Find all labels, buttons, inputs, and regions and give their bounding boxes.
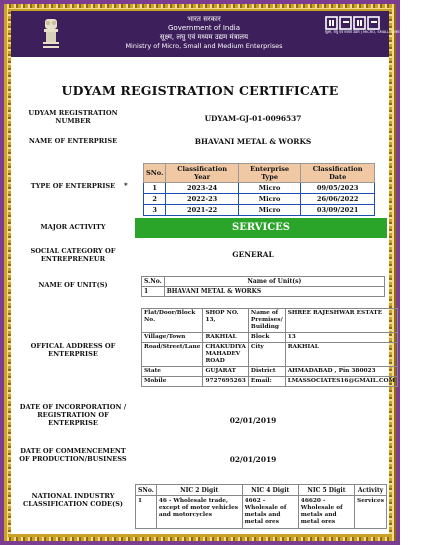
address-table (141, 308, 398, 387)
cell: 2023-24 (166, 183, 239, 194)
label-commencement-date: DATE OF COMMENCEMENT OF PRODUCTION/BUSINESS (19, 447, 127, 463)
social-category-value: GENERAL (232, 250, 274, 259)
cell: City (248, 343, 285, 367)
decorative-border (4, 4, 435, 541)
table-header-row (142, 277, 385, 287)
cell: BHAVANI METAL & WORKS (164, 287, 384, 297)
ministry-text: Ministry of Micro, Small and Medium Enterprises (125, 42, 283, 50)
registration-number: UDYAM-GJ-01-0096537 (204, 114, 302, 123)
cell: 9727695263 (203, 377, 248, 387)
hindi-ministry-text: सूक्ष्म, लघु एवं मध्यम उद्यम मंत्रालय (159, 33, 249, 41)
label-unit-names: NAME OF UNIT(S) (38, 281, 108, 289)
cell: Services (355, 496, 387, 529)
label-nic-codes: NATIONAL INDUSTRY CLASSIFICATION CODE(S) (22, 492, 124, 508)
cell: Email: (248, 377, 285, 387)
cell: District (248, 367, 285, 377)
cell: 09/05/2023 (301, 183, 375, 194)
incorporation-date: 02/01/2019 (229, 416, 277, 425)
table-row (142, 309, 398, 333)
table-row (144, 194, 375, 205)
certificate-title: UDYAM REGISTRATION CERTIFICATE (61, 83, 339, 98)
cell: Road/Street/Lane (142, 343, 203, 367)
col-enterprise-type: Enterprise Type (238, 164, 300, 183)
commencement-date: 02/01/2019 (229, 455, 277, 464)
cell: SHREE RAJESHWAR ESTATE (285, 309, 397, 333)
msme-logo (325, 16, 435, 52)
label-registration-number: UDYAM REGISTRATION NUMBER (28, 109, 118, 125)
label-social-category: SOCIAL CATEGORY OF ENTREPRENEUR (30, 247, 116, 263)
table-row (142, 377, 398, 387)
cell: CHAKUDIYA MAHADEV ROAD (203, 343, 248, 367)
cell: LMASSOCIATES16@GMAIL.COM (285, 377, 397, 387)
cell: RAKHIAL (285, 343, 397, 367)
col-sno: SNo. (136, 485, 157, 496)
table-row (136, 496, 387, 529)
msme-logo-subtitle: सूक्ष्म, लघु एवं मध्यम उद्यम | MICRO, SMALL & MEDIUM ENTERPRISES (325, 30, 435, 34)
cell: Flat/Door/Block No. (142, 309, 203, 333)
hindi-government-text: भारत सरकार (187, 15, 221, 23)
msme-logo-icon (325, 16, 381, 30)
cell: 1 (136, 496, 157, 529)
col-activity: Activity (355, 485, 387, 496)
table-row (144, 183, 375, 194)
table-row (144, 205, 375, 216)
cell: Micro (238, 205, 300, 216)
cell: Micro (238, 183, 300, 194)
cell: 46620 - Wholesale of metals and metal ores (298, 496, 354, 529)
cell: AHMADABAD , Pin 380023 (285, 367, 397, 377)
col-unit-name: Name of Unit(s) (164, 277, 384, 287)
cell: 2022-23 (166, 194, 239, 205)
table-row (142, 367, 398, 377)
label-enterprise-type: TYPE OF ENTERPRISE (30, 182, 116, 190)
unit-names-table (141, 276, 385, 297)
col-sno: S.No. (142, 277, 165, 287)
enterprise-name: BHAVANI METAL & WORKS (194, 137, 312, 146)
col-nic-2-digit: NIC 2 Digit (156, 485, 242, 496)
cell: Micro (238, 194, 300, 205)
label-enterprise-name: NAME OF ENTERPRISE (28, 137, 118, 145)
label-incorporation-date: DATE OF INCORPORATION / REGISTRATION OF ENTERPRISE (19, 403, 127, 427)
certificate-paper (11, 11, 435, 534)
header-band (11, 11, 435, 57)
cell: State (142, 367, 203, 377)
cell: Block (248, 333, 285, 343)
cell: 3 (144, 205, 166, 216)
enterprise-type-table (143, 163, 375, 216)
cell: 46 - Wholesale trade, except of motor vehicles and motorcycles (156, 496, 242, 529)
col-sno: SNo. (144, 164, 166, 183)
col-nic-5-digit: NIC 5 Digit (298, 485, 354, 496)
government-text: Government of India (167, 24, 241, 32)
col-classification-year: Classification Year (166, 164, 239, 183)
type-asterisk: * (124, 181, 128, 190)
table-header-row (144, 164, 375, 183)
cell: 2021-22 (166, 205, 239, 216)
nic-code-table (135, 484, 387, 529)
label-major-activity: MAJOR ACTIVITY (40, 223, 106, 231)
table-header-row (136, 485, 387, 496)
label-official-address: OFFICAL ADDRESS OF ENTERPRISE (30, 342, 116, 358)
cell: 2 (144, 194, 166, 205)
cell: SHOP NO. 13, (203, 309, 248, 333)
cell: Village/Town (142, 333, 203, 343)
major-activity-value: SERVICES (135, 218, 387, 238)
cell: GUJARAT (203, 367, 248, 377)
cell: 26/06/2022 (301, 194, 375, 205)
cell: Mobile (142, 377, 203, 387)
government-title (91, 15, 317, 51)
col-nic-4-digit: NIC 4 Digit (242, 485, 298, 496)
cell: 4662 - Wholesale of metals and metal ores (242, 496, 298, 529)
cell: 1 (142, 287, 165, 297)
table-row (142, 333, 398, 343)
cell: 1 (144, 183, 166, 194)
col-classification-date: Classification Date (301, 164, 375, 183)
table-row (142, 287, 385, 297)
cell: RAKHIAL (203, 333, 248, 343)
table-row (142, 343, 398, 367)
cell: Name of Premises/ Building (248, 309, 285, 333)
cell: 03/09/2021 (301, 205, 375, 216)
cell: 13 (285, 333, 397, 343)
national-emblem-icon (41, 17, 61, 51)
